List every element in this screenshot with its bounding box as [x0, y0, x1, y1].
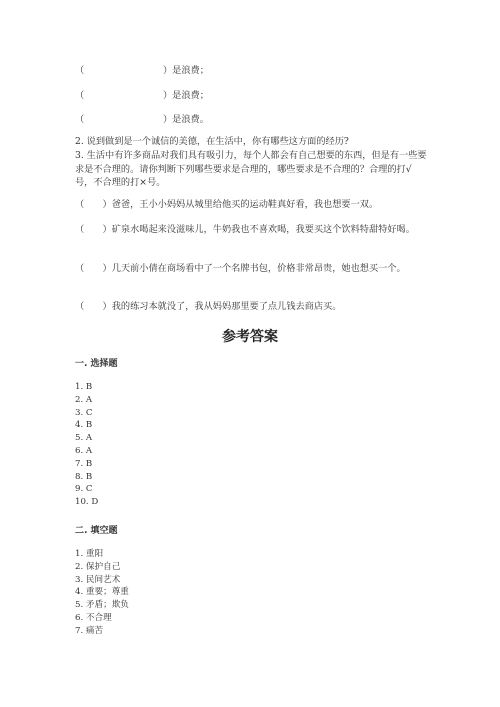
- question-3: [75, 149, 427, 190]
- list-item: 3. C: [75, 407, 93, 418]
- question-2-text: 2. 说到做到是一个诚信的美德，在生活中，你有哪些这方面的经历?: [75, 136, 349, 147]
- list-item: 1. 重阳: [75, 549, 104, 559]
- section-heading-fill: 二. 填空题: [75, 526, 118, 536]
- list-item: 4. 重要；尊重: [75, 587, 129, 598]
- list-item: 8. B: [75, 471, 93, 482]
- blank-open-paren: （: [75, 65, 85, 76]
- fill-answer-list: [75, 548, 129, 638]
- list-item: 1. B: [75, 382, 93, 392]
- list-item: 6. 不合理: [75, 612, 112, 623]
- section-heading-choice: 一. 选择题: [75, 359, 118, 369]
- blank-suffix: ）是浪费；: [163, 65, 209, 76]
- judgment-item: [75, 300, 427, 314]
- question-2: [75, 135, 427, 149]
- list-item: 10. D: [75, 497, 99, 508]
- list-item: 5. 矛盾；欺负: [75, 600, 129, 611]
- list-item: 7. 痛苦: [75, 625, 104, 636]
- list-item: 3. 民间艺术: [75, 574, 121, 585]
- list-item: 2. 保护自己: [75, 561, 121, 572]
- judgment-item: [75, 198, 427, 212]
- judgment-item: [75, 223, 427, 237]
- choice-answer-list: [75, 381, 98, 509]
- judgment-text: （ ）几天前小倩在商场看中了一个名牌书包，价格非常昂贵，她也想买一个。: [75, 263, 406, 274]
- list-item: 2. A: [75, 394, 93, 405]
- answer-title: 参考答案: [222, 329, 278, 345]
- list-item: 7. B: [75, 458, 93, 469]
- list-item: 5. A: [75, 433, 93, 444]
- blank-open-paren: （: [75, 114, 85, 125]
- blank-suffix: ）是浪费；: [163, 90, 209, 101]
- list-item: 4. B: [75, 420, 93, 431]
- judgment-text: （ ）爸爸，王小小妈妈从城里给他买的运动鞋真好看，我也想要一双。: [75, 199, 379, 210]
- blank-open-paren: （: [75, 90, 85, 101]
- list-item: 6. A: [75, 445, 93, 456]
- judgment-text: （ ）矿泉水喝起来没滋味儿，牛奶我也不喜欢喝，我要买这个饮料特甜特好喝。: [75, 224, 415, 235]
- blank-suffix: ）是浪费。: [163, 114, 209, 125]
- judgment-item: [75, 262, 427, 276]
- list-item: 9. C: [75, 484, 93, 495]
- question-3-text: 3. 生活中有许多商品对我们具有吸引力，每个人都会有自己想要的东西，但是有一些要求是不合理的。请你判断下列哪些要求是合理的，哪些要求是不合理的？合理的打√号，不合理的打×号。: [75, 150, 427, 188]
- judgment-text: （ ）我的练习本就没了，我从妈妈那里要了点儿钱去商店买。: [75, 301, 342, 312]
